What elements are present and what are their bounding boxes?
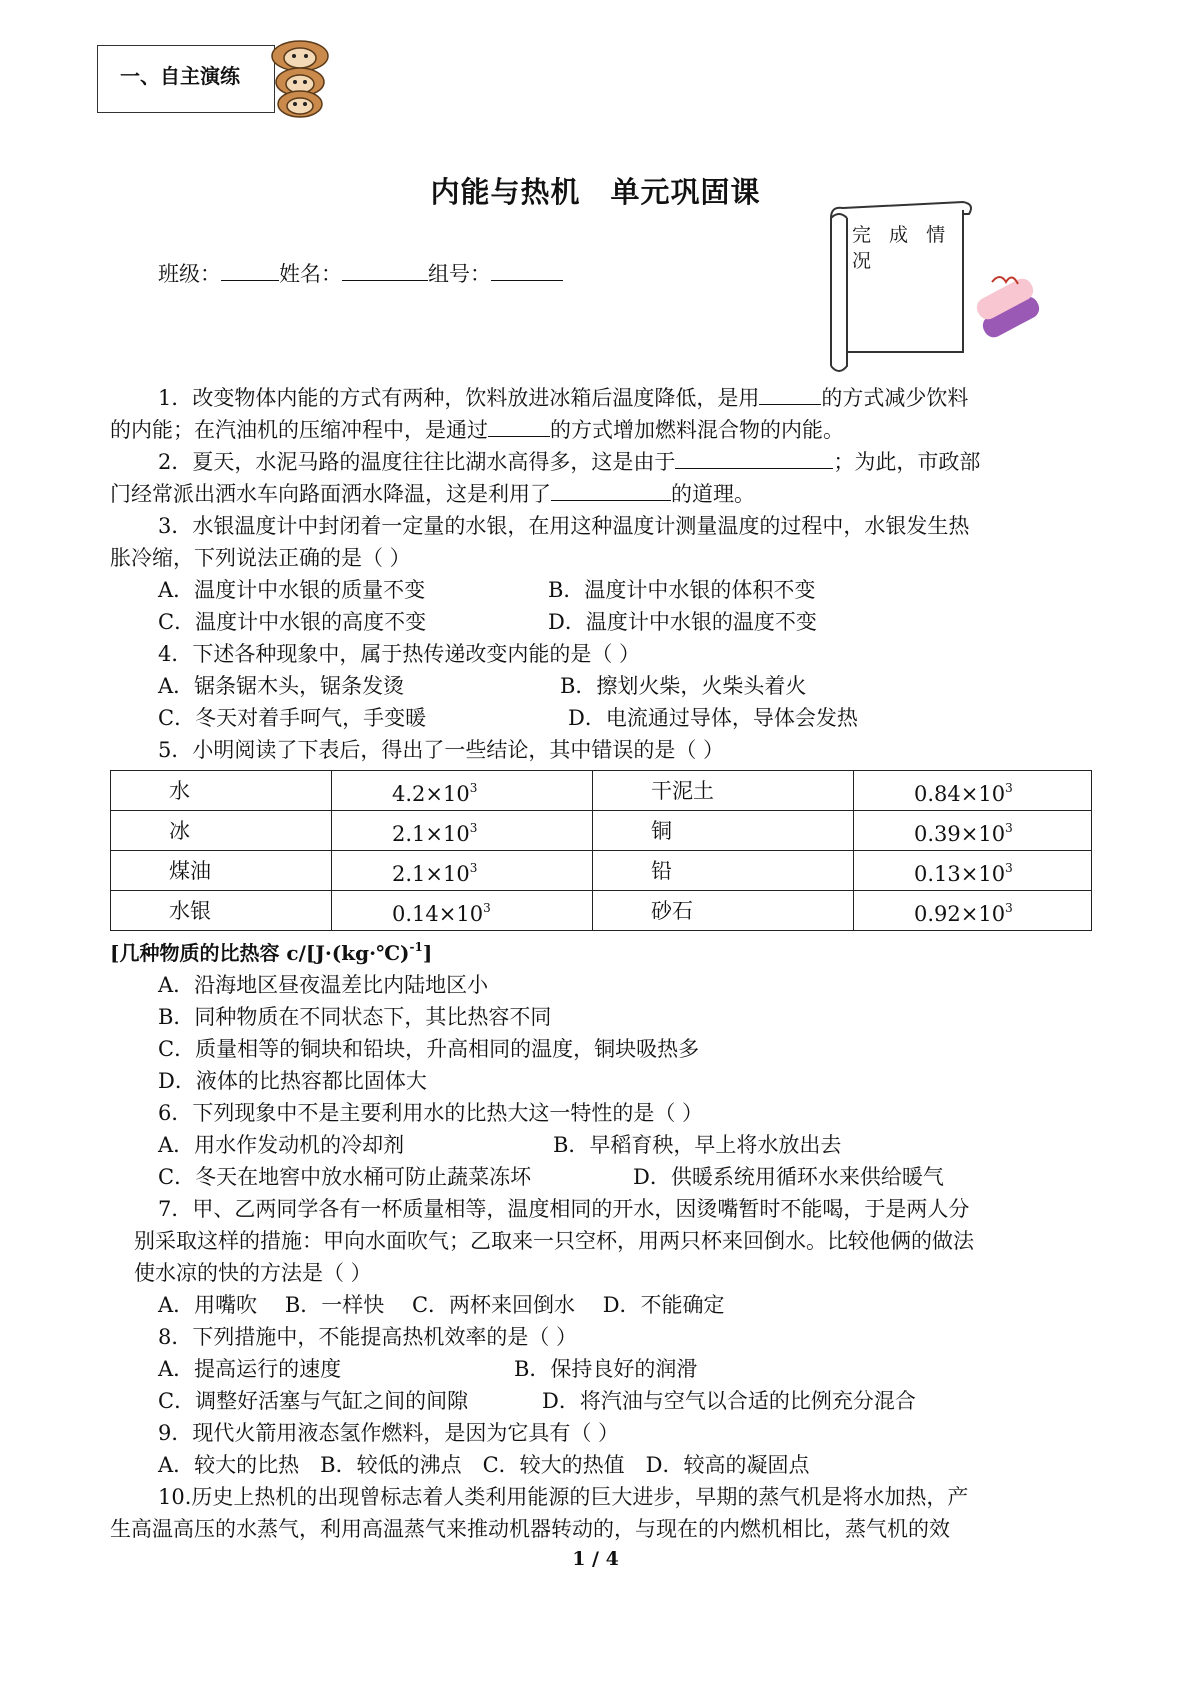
q1-line1: 1．改变物体内能的方式有两种，饮料放进冰箱后温度降低，是用 的方式减少饮料 (158, 386, 969, 410)
q8-option-a[interactable]: A．提高运行的速度 (158, 1357, 342, 1381)
q7-stem: 7．甲、乙两同学各有一杯质量相等，温度相同的开水，因烫嘴暂时不能喝，于是两人分 (158, 1197, 970, 1221)
question-body (110, 382, 1092, 1545)
q7-stem-2: 别采取这样的措施：甲向水面吹气；乙取来一只空杯，用两只杯来回倒水。比较他俩的做法 (134, 1229, 974, 1253)
page-title: 内能与热机 单元巩固课 (430, 175, 761, 209)
q5-option-b[interactable]: B．同种物质在不同状态下，其比热容不同 (158, 1005, 552, 1029)
q6-option-b[interactable]: B．早稻育秧，早上将水放出去 (553, 1133, 842, 1157)
q8-option-c[interactable]: C．调整好活塞与气缸之间的间隙 (158, 1389, 469, 1413)
class-blank[interactable] (221, 260, 279, 281)
q3-option-b[interactable]: B．温度计中水银的体积不变 (548, 578, 816, 602)
q8-option-d[interactable]: D．将汽油与空气以合适的比例充分混合 (542, 1389, 916, 1413)
q2-blank-1[interactable] (675, 448, 833, 469)
completion-status-label: 完 成 情 况 (852, 224, 952, 272)
q8-option-b[interactable]: B．保持良好的润滑 (514, 1357, 698, 1381)
q6-options-1 (110, 1129, 1092, 1161)
class-label: 班级： (158, 262, 221, 286)
section-label: 一、自主演练 (120, 64, 240, 88)
q5-option-a[interactable]: A．沿海地区昼夜温差比内陆地区小 (158, 973, 489, 997)
q1-blank-1[interactable] (759, 384, 821, 405)
q3-stem: 3．水银温度计中封闭着一定量的水银，在用这种温度计测量温度的过程中，水银发生热 (158, 514, 970, 538)
q9-options[interactable]: A．较大的比热 B．较低的沸点 C．较大的热值 D．较高的凝固点 (158, 1453, 810, 1477)
q3-option-d[interactable]: D．温度计中水银的温度不变 (548, 610, 817, 634)
q5-stem: 5．小明阅读了下表后，得出了一些结论，其中错误的是（ ） (158, 738, 725, 762)
table-caption: [几种物质的比热容 c/[J·(kg·℃)$^{-1}$] (110, 940, 433, 965)
q9-stem: 9．现代火箭用液态氢作燃料，是因为它具有（ ） (158, 1421, 620, 1445)
q2-blank-2[interactable] (551, 480, 671, 501)
q5-option-d[interactable]: D．液体的比热容都比固体大 (158, 1069, 427, 1093)
table-row: 水 $4.2\times 10^3$ 干泥土 $0.84\times 10^3$ (111, 771, 1092, 811)
q5-option-c[interactable]: C．质量相等的铜块和铅块，升高相同的温度，铜块吸热多 (158, 1037, 700, 1061)
student-info (158, 258, 563, 288)
group-blank[interactable] (491, 260, 563, 281)
q8-stem: 8．下列措施中，不能提高热机效率的是（ ） (158, 1325, 578, 1349)
q1-line2: 的内能；在汽油机的压缩冲程中，是通过 的方式增加燃料混合物的内能。 (110, 418, 844, 442)
table-row: 水银 $0.14\times 10^3$ 砂石 $0.92\times 10^3$ (111, 891, 1092, 931)
q8-options-2 (110, 1385, 1092, 1417)
q6-option-c[interactable]: C．冬天在地窖中放水桶可防止蔬菜冻坏 (158, 1165, 532, 1189)
table-row: 煤油 $2.1\times 10^3$ 铅 $0.13\times 10^3$ (111, 851, 1092, 891)
q6-options-2 (110, 1161, 1092, 1193)
q4-option-b[interactable]: B．擦划火柴，火柴头着火 (560, 674, 807, 698)
q6-option-d[interactable]: D．供暖系统用循环水来供给暖气 (633, 1165, 944, 1189)
specific-heat-table (110, 770, 1092, 931)
q4-option-a[interactable]: A．锯条锯木头，锯条发烫 (158, 674, 405, 698)
q4-options-2 (110, 702, 1092, 734)
section-tab (97, 45, 275, 113)
q7-stem-3: 使水凉的快的方法是（ ） (134, 1261, 372, 1285)
q6-option-a[interactable]: A．用水作发动机的冷却剂 (158, 1133, 405, 1157)
q4-options-1 (110, 670, 1092, 702)
q3-options-2 (110, 606, 1092, 638)
q8-options-1 (110, 1353, 1092, 1385)
diploma-icon (973, 275, 1042, 341)
q3-option-c[interactable]: C．温度计中水银的高度不变 (158, 610, 427, 634)
q4-option-d[interactable]: D．电流通过导体，导体会发热 (568, 706, 858, 730)
q2-line2: 门经常派出洒水车向路面洒水降温，这是利用了 的道理。 (110, 482, 755, 506)
q7-options[interactable]: A．用嘴吹 B．一样快 C．两杯来回倒水 D．不能确定 (158, 1293, 725, 1317)
q1-blank-2[interactable] (488, 416, 550, 437)
q2-line1: 2．夏天，水泥马路的温度往往比湖水高得多，这是由于 ；为此，市政部 (158, 450, 981, 474)
q3-option-a[interactable]: A．温度计中水银的质量不变 (158, 578, 426, 602)
name-label: 姓名： (279, 262, 342, 286)
q4-option-c[interactable]: C．冬天对着手呵气，手变暖 (158, 706, 427, 730)
q10-line1: 10.历史上热机的出现曾标志着人类利用能源的巨大进步，早期的蒸气机是将水加热，产 (158, 1485, 969, 1509)
q3-stem-2: 胀冷缩，下列说法正确的是（ ） (110, 546, 411, 570)
q10-line2: 生高温高压的水蒸气，利用高温蒸气来推动机器转动的，与现在的内燃机相比，蒸气机的效 (110, 1517, 950, 1541)
mascot-icon (262, 38, 338, 118)
table-row: 冰 $2.1\times 10^3$ 铜 $0.39\times 10^3$ (111, 811, 1092, 851)
q4-stem: 4．下述各种现象中，属于热传递改变内能的是（ ） (158, 642, 641, 666)
name-blank[interactable] (342, 260, 428, 281)
q3-options-1 (110, 574, 1092, 606)
group-label: 组号： (428, 262, 491, 286)
page-number: 1 / 4 (572, 1548, 619, 1570)
q6-stem: 6．下列现象中不是主要利用水的比热大这一特性的是（ ） (158, 1101, 704, 1125)
